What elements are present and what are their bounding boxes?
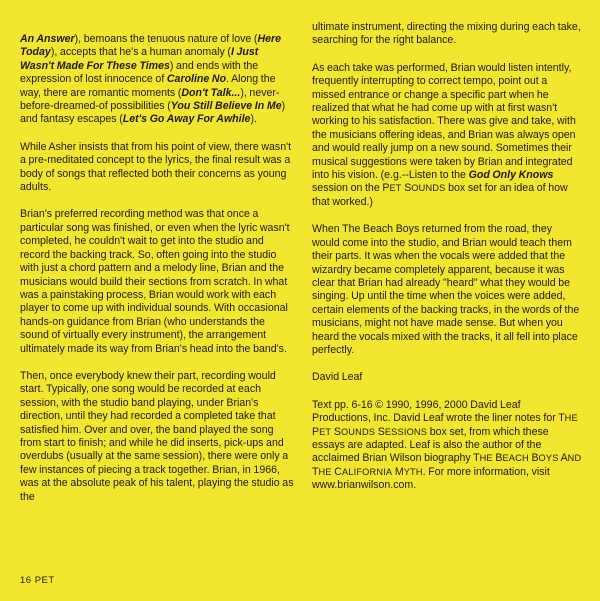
- body-text: B: [528, 452, 539, 465]
- paragraph: [20, 141, 294, 195]
- body-text: S: [401, 182, 412, 195]
- small-caps-text: ET: [319, 426, 332, 437]
- small-caps-text: HE: [479, 453, 493, 464]
- paragraph: [20, 370, 294, 504]
- body-text: Text pp. 6-16 © 1990, 1996, 2000 David Leaf Productions, Inc. David Leaf wrote the liner notes for T: [312, 398, 565, 425]
- song-title: Let's Go Away For Awhile: [122, 113, 251, 126]
- body-text: David Leaf: [312, 371, 363, 384]
- body-text: S: [331, 425, 341, 438]
- song-title: Here Today: [20, 33, 282, 59]
- small-caps-text: YTH: [403, 466, 423, 477]
- body-text: C: [331, 465, 342, 478]
- paragraph: [312, 371, 582, 384]
- body-text: ) and fantasy escapes (: [20, 100, 286, 126]
- small-caps-text: HE: [564, 413, 578, 424]
- paragraph: [312, 399, 582, 493]
- small-caps-text: OUNDS: [411, 183, 446, 194]
- small-caps-text: ND: [567, 453, 582, 464]
- body-text: Then, once everybody knew their part, recording would start. Typically, one song would be recorded at each session, with the studio band playing, under Brian's direction, until they had recorded a completed take that satisfied him. Over and over, the band played the song from start to finish; and while he did inserts, pick-ups and overdubs (usually at the same session), there were only a few instances of piecing a track together. Brian, in 1966, was at the absolute peak of his talent, playing the studio as the: [20, 369, 294, 503]
- song-title: An Answer: [20, 33, 75, 45]
- body-text: While Asher insists that from his point of view, there wasn't a pre-meditated concept to the lyrics, the final result was a body of songs that reflected both their concerns as young adults.: [20, 140, 292, 194]
- song-title: You Still Believe In Me: [170, 100, 282, 113]
- body-text: box set, from which these essays are adapted. Leaf is also the author of the acclaimed Brian Wilson biography T: [312, 425, 549, 465]
- small-caps-text: ET: [389, 183, 402, 194]
- right-column: [312, 21, 582, 493]
- paragraph: [312, 21, 582, 48]
- body-text: . For more information, visit www.brianwilson.com.: [312, 465, 550, 492]
- body-text: box set for an idea of how that worked.): [312, 182, 568, 208]
- small-caps-text: OYS: [538, 453, 559, 464]
- paragraph: [312, 62, 582, 209]
- small-caps-text: ALIFORNIA: [341, 466, 393, 477]
- body-text: ).: [250, 113, 257, 126]
- paragraph: [312, 223, 582, 357]
- body-text: session on the P: [312, 182, 390, 195]
- body-text: ), accepts that he's a human anomaly (: [50, 46, 231, 59]
- body-text: A: [558, 452, 568, 465]
- body-text: . Along the way, there are romantic moments (: [20, 73, 276, 99]
- song-title: Don't Talk...: [181, 86, 241, 99]
- body-text: S: [375, 425, 385, 438]
- body-text: B: [492, 452, 503, 465]
- left-column: [20, 33, 294, 504]
- song-title: I Just Wasn't Made For These Times: [20, 46, 259, 72]
- body-text: M: [392, 465, 404, 478]
- page-number-footer: 16 PET: [20, 575, 55, 586]
- body-text: ), never-before-dreamed-of possibilities (: [20, 86, 280, 113]
- song-title: Caroline No: [166, 73, 227, 86]
- paragraph: [20, 33, 294, 127]
- small-caps-text: ESSIONS: [384, 426, 428, 437]
- body-text: When The Beach Boys returned from the road, they would come into the studio, and Brian would teach them their parts. It was when the vocals were added that the wizardry became completely apparent, because it was clear that Brian had already "heard" what they would be singing. Up until the time when the voices were added, certain elements of the backing tracks, in the words of the musicians, might not have made sense. But when you heard the vocals mixed with the tracks, it all fell into place perfectly.: [312, 223, 580, 356]
- body-text: ultimate instrument, directing the mixing during each take, searching for the right balance.: [312, 21, 581, 47]
- body-text: P: [312, 425, 320, 438]
- small-caps-text: OUNDS: [340, 426, 376, 437]
- body-text: T: [312, 465, 319, 478]
- song-title: God Only Knows: [468, 169, 554, 182]
- body-text: ), bemoans the tenuous nature of love (: [74, 33, 258, 45]
- small-caps-text: EACH: [502, 453, 529, 464]
- body-text: Brian's preferred recording method was that once a particular song was finished, or even when the lyric wasn't completed, he couldn't wait to get into the studio and record the backing track. So, often going into the studio with just a chord pattern and a melody line, Brian and the musicians would build their sections from scratch. In what was a painstaking process, Brian would work with each player to come up with individual sounds. With occasional hands-on guidance from Brian (who understands the sound of virtually every instrument), the arrangement ultimately made its way from Brian's head into the band's.: [20, 208, 290, 355]
- paragraph: [20, 208, 294, 355]
- body-text: As each take was performed, Brian would listen intently, frequently interrupting to correct tempo, point out a missed entrance or change a specific part when he realized that what he had come up with at first wasn't working to his satisfaction. There was give and take, with the musicians offering ideas, and Brian was always open and would really jump on a new sound. Sometimes their musical suggestions were taken by Brian and integrated into his vision. (e.g.--Listen to the: [312, 61, 576, 182]
- small-caps-text: HE: [318, 466, 332, 477]
- body-text: ) and ends with the expression of lost innocence of: [20, 59, 259, 86]
